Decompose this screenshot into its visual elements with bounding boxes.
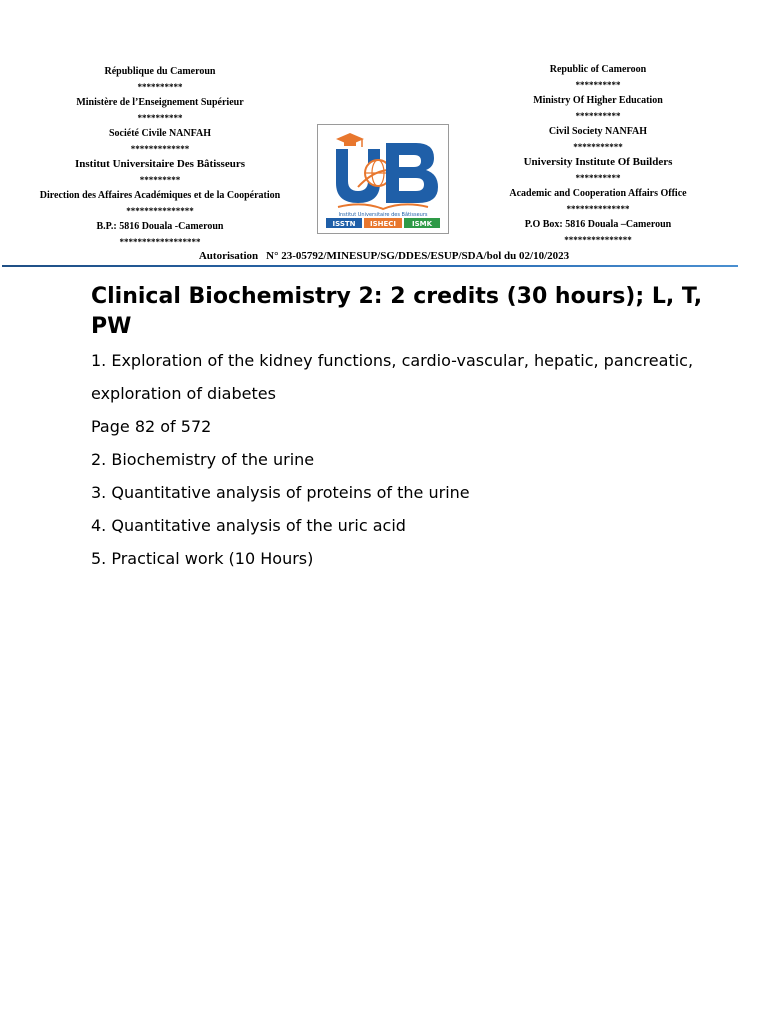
institute-fr: Institut Universitaire Des Bâtisseurs	[75, 158, 245, 170]
logo-letter-b	[386, 143, 438, 203]
logo-tag: ISHECI	[369, 220, 397, 228]
direction-fr: Direction des Affaires Académiques et de la Coopération	[39, 190, 281, 201]
separator: **************	[566, 203, 630, 214]
logo-tag: ISMK	[411, 220, 433, 228]
header-divider	[2, 265, 738, 267]
office-en: Academic and Cooperation Affairs Office	[509, 188, 687, 199]
separator: ******************	[119, 236, 201, 247]
logo-caption: Institut Universitaire des Bâtisseurs	[338, 212, 428, 218]
separator: **********	[575, 79, 621, 90]
list-item: 5. Practical work (10 Hours)	[91, 549, 314, 568]
country-en: Republic of Cameroon	[549, 64, 647, 75]
ministry-fr: Ministère de l’Enseignement Supérieur	[76, 97, 244, 108]
separator: **********	[137, 81, 183, 92]
institute-en: University Institute Of Builders	[523, 156, 673, 168]
separator: **********	[575, 110, 621, 121]
list-item: 2. Biochemistry of the urine	[91, 450, 315, 469]
logo-tag: ISSTN	[332, 220, 356, 228]
list-item: exploration of diabetes	[91, 384, 276, 403]
authorization-number: N° 23-05792/MINESUP/SG/DDES/ESUP/SDA/bol du 02/10/2023	[266, 250, 570, 262]
list-item: 1. Exploration of the kidney functions, cardio-vascular, hepatic, pancreatic,	[91, 351, 694, 370]
course-title: Clinical Biochemistry 2: 2 credits (30 hours); L, T, PW	[91, 284, 703, 339]
society-en: Civil Society NANFAH	[548, 126, 648, 137]
list-item: 3. Quantitative analysis of proteins of the urine	[91, 483, 470, 502]
address-en: P.O Box: 5816 Douala –Cameroun	[524, 219, 672, 230]
country-fr: République du Cameroun	[104, 66, 216, 77]
separator: *************	[130, 143, 190, 154]
address-fr: B.P.: 5816 Douala -Cameroun	[96, 221, 224, 232]
separator: ***************	[564, 234, 632, 245]
separator: **********	[575, 172, 621, 183]
list-item: 4. Quantitative analysis of the uric acid	[91, 516, 406, 535]
graduation-cap-icon	[336, 133, 364, 147]
society-fr: Société Civile NANFAH	[108, 128, 211, 139]
separator: *********	[139, 174, 181, 185]
page-number: Page 82 of 572	[91, 417, 212, 436]
document-body	[91, 282, 731, 581]
separator: ***************	[126, 205, 194, 216]
header-french-column	[10, 64, 310, 250]
authorization-label: Autorisation	[198, 250, 259, 262]
authorization-line	[0, 250, 768, 262]
separator: ***********	[573, 141, 623, 152]
book-icon	[338, 204, 428, 209]
ministry-en: Ministry Of Higher Education	[533, 95, 663, 106]
institution-logo	[317, 124, 449, 234]
separator: **********	[137, 112, 183, 123]
header-english-column	[470, 62, 726, 248]
logo-graphic	[318, 125, 448, 233]
